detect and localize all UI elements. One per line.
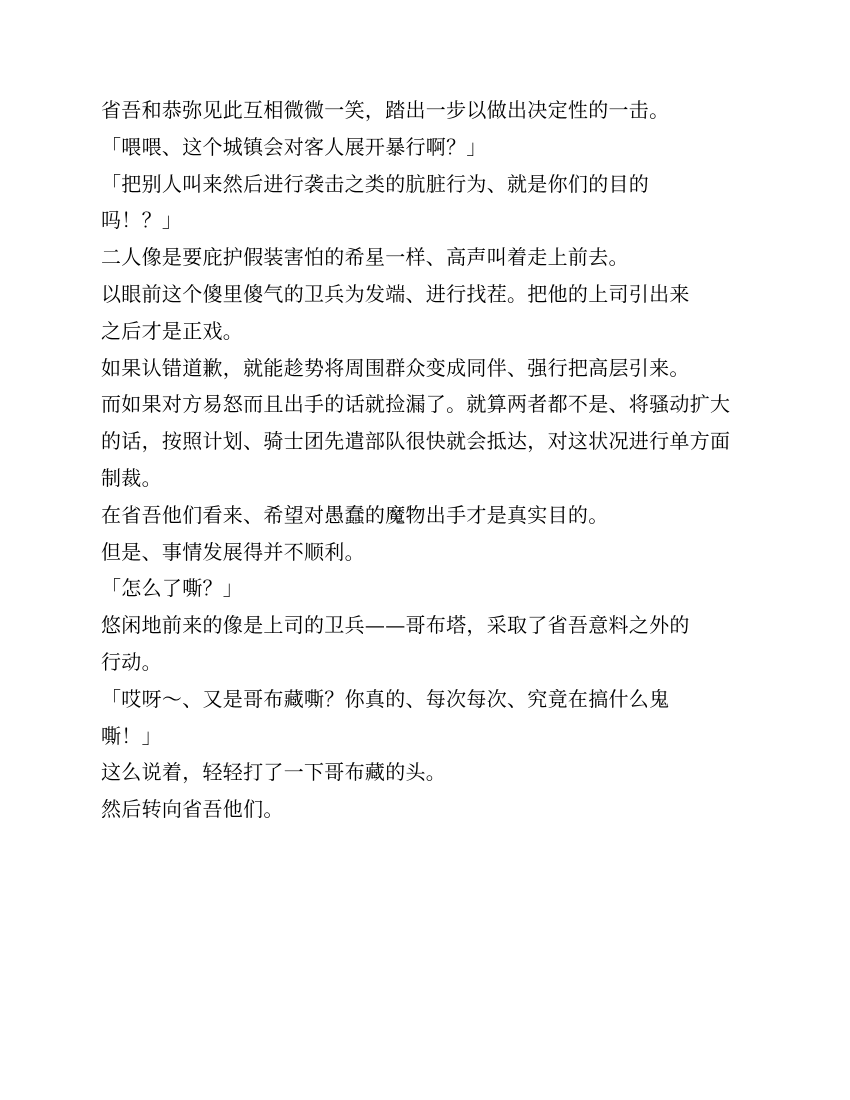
text-line: 吗！？」	[101, 208, 183, 233]
text-line: 以眼前这个傻里傻气的卫兵为发端、进行找茬。把他的上司引出来	[101, 281, 690, 306]
text-line: 省吾和恭弥见此互相微微一笑，踏出一步以做出决定性的一击。	[101, 98, 670, 122]
body-text	[101, 92, 761, 828]
text-line: 「怎么了嘶？」	[101, 576, 244, 601]
text-line: 这么说着，轻轻打了一下哥布藏的头。	[101, 760, 447, 785]
text-line: 「哎呀～、又是哥布藏嘶？你真的、每次每次、究竟在搞什么鬼	[101, 686, 670, 711]
text-line: 二人像是要庇护假装害怕的希星一样、高声叫着走上前去。	[101, 245, 629, 270]
text-line: 制裁。	[101, 465, 162, 490]
text-line: 悠闲地前来的像是上司的卫兵——哥布塔，采取了省吾意料之外的	[101, 613, 690, 638]
text-line: 但是、事情发展得并不顺利。	[101, 539, 365, 564]
text-line: 「喂喂、这个城镇会对客人展开暴行啊？」	[101, 134, 487, 159]
text-line: 嘶！」	[101, 723, 162, 748]
text-line: 然后转向省吾他们。	[101, 797, 284, 822]
text-line: 如果认错道歉，就能趁势将周围群众变成同伴、强行把高层引来。	[101, 355, 690, 380]
text-line: 「把别人叫来然后进行袭击之类的肮脏行为、就是你们的目的	[101, 171, 650, 196]
text-line: 而如果对方易怒而且出手的话就捡漏了。就算两者都不是、将骚动扩大	[101, 392, 731, 417]
text-line: 行动。	[101, 649, 162, 674]
text-line: 在省吾他们看来、希望对愚蠢的魔物出手才是真实目的。	[101, 502, 609, 527]
text-line: 之后才是正戏。	[101, 318, 244, 343]
text-line: 的话，按照计划、骑士团先遣部队很快就会抵达，对这状况进行单方面	[101, 429, 731, 454]
